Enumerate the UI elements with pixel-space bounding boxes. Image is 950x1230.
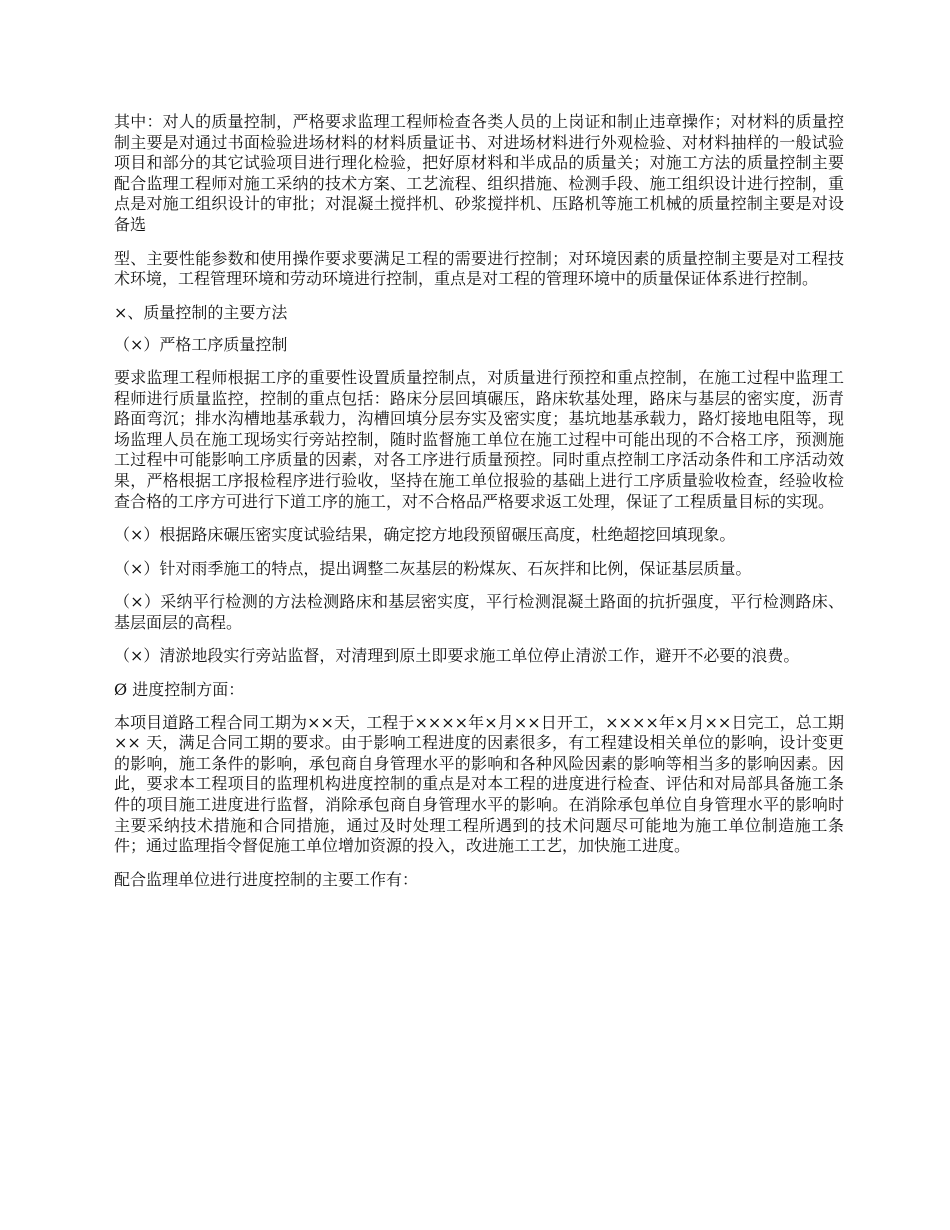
paragraph-schedule-control: 本项目道路工程合同工期为××天，工程于××××年×月××日开工，××××年×月××日完工，总工期×× 天，满足合同工期的要求。由于影响工程进度的因素很多，有工程建设相关单位的影响，设计变更的影响，施工条件的影响，承包商自身管理水平的影响和各种风险因素的影响等相当多的影响因素。因此，要求本工程项目的监理机构进度控制的重点是对本工程的进度进行检查、评估和对局部具备施工条件的项目施工进度进行监督，消除承包商自身管理水平的影响。在消除承包单位自身管理水平的影响时主要采纳技术措施和合同措施，通过及时处理工程所遇到的技术问题尽可能地为施工单位制造施工条件；通过监理指令督促施工单位增加资源的投入，改进施工工艺，加快施工进度。 — [114, 712, 844, 856]
list-item-rainy-season: （×）针对雨季施工的特点，提出调整二灰基层的粉煤灰、石灰拌和比例，保证基层质量。 — [114, 558, 752, 578]
list-item-parallel-testing: （×）采纳平行检测的方法检测路床和基层密实度，平行检测混凝土路面的抗折强度，平行检测路床、基层面层的高程。 — [114, 592, 844, 632]
subheading-process-control: （×）严格工序质量控制 — [114, 335, 288, 355]
paragraph-equipment-environment: 型、主要性能参数和使用操作要求要满足工程的需要进行控制；对环境因素的质量控制主要是对工程技术环境，工程管理环境和劳动环境进行控制，重点是对工程的管理环境中的质量保证体系进行控制。 — [114, 248, 844, 289]
heading-quality-methods: ×、质量控制的主要方法 — [114, 302, 288, 322]
list-item-compaction: （×）根据路床碾压密实度试验结果，确定挖方地段预留碾压高度，杜绝超挖回填现象。 — [114, 525, 736, 545]
paragraph-schedule-tasks: 配合监理单位进行进度控制的主要工作有： — [114, 869, 419, 889]
heading-schedule-control: Ø 进度控制方面： — [114, 680, 245, 700]
paragraph-process-control: 要求监理工程师根据工序的重要性设置质量控制点，对质量进行预控和重点控制，在施工过程中监理工程师进行质量监控，控制的重点包括：路床分层回填碾压，路床软基处理，路床与基层的密实度，沥青路面弯沉；排水沟槽地基承载力，沟槽回填分层夯实及密实度；基坑地基承载力，路灯接地电阻等，现场监理人员在施工现场实行旁站控制，随时监督施工单位在施工过程中可能出现的不合格工序，预测施工过程中可能影响工序质量的因素，对各工序进行质量预控。同时重点控制工序活动条件和工序活动效果，严格根据工序报检程序进行验收，坚持在施工单位报验的基础上进行工序质量验收检查，经验收检查合格的工序方可进行下道工序的施工，对不合格品严格要求返工处理，保证了工程质量目标的实现。 — [114, 367, 844, 511]
paragraph-quality-control-details: 其中：对人的质量控制，严格要求监理工程师检查各类人员的上岗证和制止违章操作；对材料的质量控制主要是对通过书面检验进场材料的材料质量证书、对进场材料进行外观检验、对材料抽样的一般试验项目和部分的其它试验项目进行理化检验，把好原材料和半成品的质量关；对施工方法的质量控制主要配合监理工程师对施工采纳的技术方案、工艺流程、组织措施、检测手段、施工组织设计进行控制，重点是对施工组织设计的审批；对混凝土搅拌机、砂浆搅拌机、压路机等施工机械的质量控制主要是对设备选 — [114, 112, 844, 234]
list-item-dredging: （×）清淤地段实行旁站监督，对清理到原土即要求施工单位停止清淤工作，避开不必要的浪费。 — [114, 646, 800, 666]
document-page — [114, 112, 844, 903]
